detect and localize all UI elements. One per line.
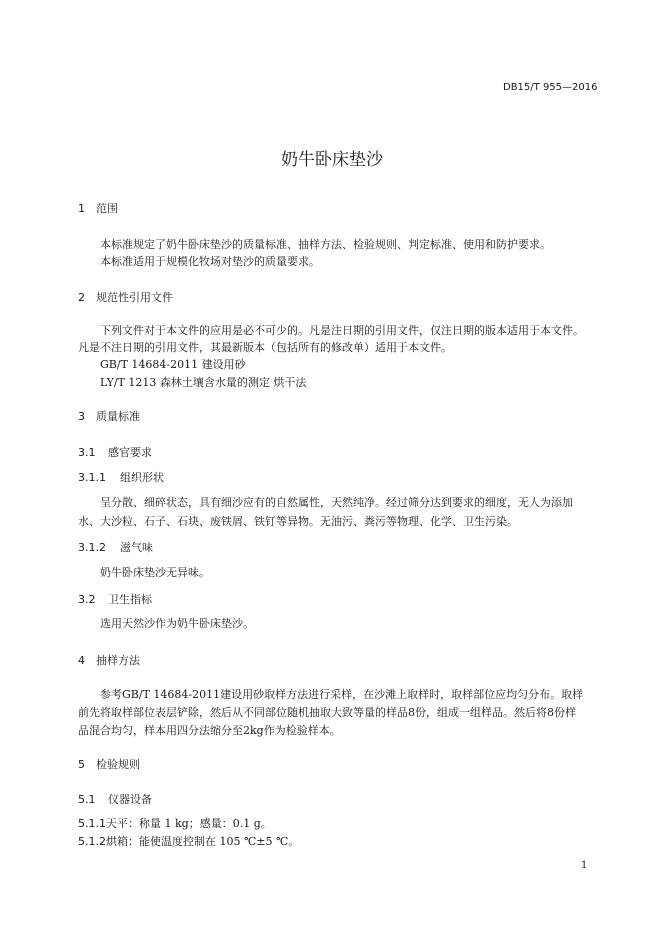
reference-item: GB/T 14684-2011 建设用砂	[100, 358, 246, 371]
section-title: 仪器设备	[108, 793, 152, 806]
subsection-heading	[78, 539, 153, 555]
section-number: 3.1	[78, 446, 96, 459]
section-title: 组织形状	[120, 471, 164, 484]
subsection-heading	[78, 469, 164, 485]
section-title: 卫生指标	[108, 593, 152, 606]
paragraph: 水、大沙粒、石子、石块、废铁屑、铁钉等异物。无油污、粪污等物理、化学、卫生污染。	[78, 515, 518, 528]
subsection-heading	[78, 591, 152, 607]
paragraph: 选用天然沙作为奶牛卧床垫沙。	[100, 617, 254, 630]
section-number: 3.2	[78, 593, 96, 606]
page-number: 1	[581, 860, 588, 871]
section-number: 1	[78, 202, 85, 215]
item-text: 烘箱：能使温度控制在 105 ℃±5 ℃。	[106, 835, 300, 848]
section-title: 范围	[96, 202, 118, 215]
section-number: 3.1.1	[78, 471, 106, 484]
section-number: 4	[78, 654, 85, 667]
section-title: 感官要求	[108, 446, 152, 459]
subsection-heading	[78, 444, 152, 460]
section-title: 规范性引用文件	[96, 291, 173, 304]
paragraph: 奶牛卧床垫沙无异味。	[100, 566, 210, 579]
item-number: 5.1.1	[78, 817, 106, 830]
paragraph: 本标准规定了奶牛卧床垫沙的质量标准、抽样方法、检验规则、判定标准、使用和防护要求。	[100, 238, 551, 251]
section-title: 检验规则	[96, 758, 140, 771]
section-title: 抽样方法	[96, 654, 140, 667]
section-heading	[78, 408, 140, 424]
item-text: 天平：称量 1 kg；感量：0.1 g。	[106, 817, 272, 830]
section-number: 5	[78, 758, 85, 771]
list-item	[78, 815, 272, 831]
item-number: 5.1.2	[78, 835, 106, 848]
section-number: 5.1	[78, 793, 96, 806]
subsection-heading	[78, 791, 152, 807]
section-number: 3.1.2	[78, 541, 106, 554]
list-item	[78, 833, 299, 849]
section-heading	[78, 652, 140, 668]
section-number: 2	[78, 291, 85, 304]
doc-code: DB15/T 955—2016	[503, 82, 598, 93]
section-heading	[78, 200, 118, 216]
section-number: 3	[78, 410, 85, 423]
section-heading	[78, 289, 173, 305]
paragraph: 品混合均匀，样本用四分法缩分至2kg作为检验样本。	[78, 724, 341, 737]
section-title: 质量标准	[96, 410, 140, 423]
section-title: 滋气味	[120, 541, 153, 554]
page-title: 奶牛卧床垫沙	[281, 150, 383, 170]
paragraph: 前先将取样部位表层铲除，然后从不同部位随机抽取大致等量的样品8份，组成一组样品。然后将8份样	[78, 706, 576, 719]
paragraph: 本标准适用于规模化牧场对垫沙的质量要求。	[100, 255, 320, 268]
paragraph: 呈分散、细碎状态，具有细沙应有的自然属性，天然纯净。经过筛分达到要求的细度，无人为添加	[100, 496, 573, 509]
paragraph: 下列文件对于本文件的应用是必不可少的。凡是注日期的引用文件，仅注日期的版本适用于本文件。	[100, 324, 584, 337]
section-heading	[78, 756, 140, 772]
paragraph: 凡是不注日期的引用文件，其最新版本（包括所有的修改单）适用于本文件。	[78, 341, 452, 354]
reference-item: LY/T 1213 森林土壤含水量的测定 烘干法	[100, 376, 307, 389]
paragraph: 参考GB/T 14684-2011建设用砂取样方法进行采样，在沙滩上取样时，取样部位应均匀分布。取样	[100, 688, 584, 701]
